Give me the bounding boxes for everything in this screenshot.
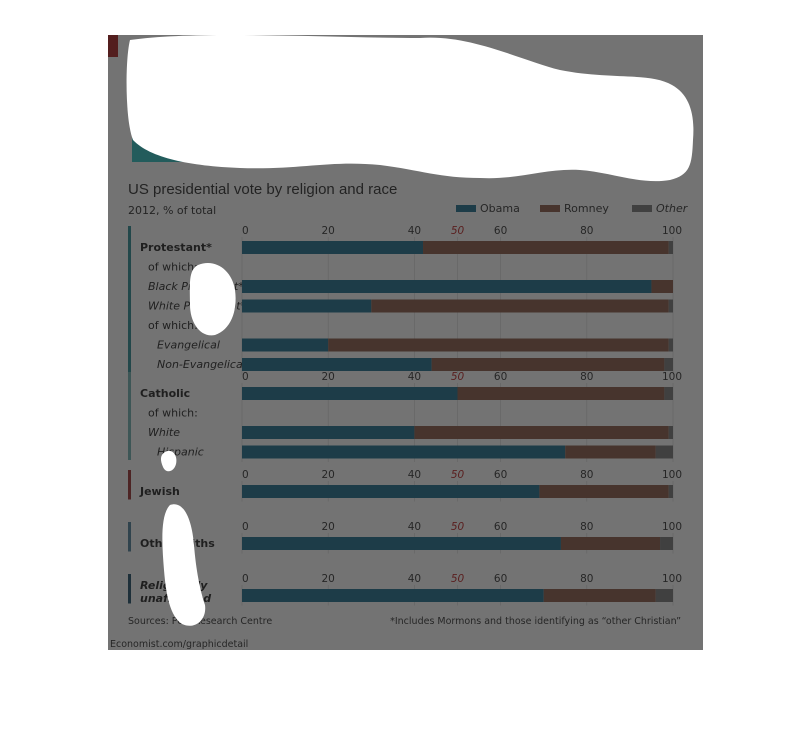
highlight-blob-3 [161, 451, 176, 471]
highlight-blob-4 [162, 504, 205, 626]
highlight-blob-2 [190, 263, 236, 335]
highlight-blob-top [127, 35, 694, 181]
